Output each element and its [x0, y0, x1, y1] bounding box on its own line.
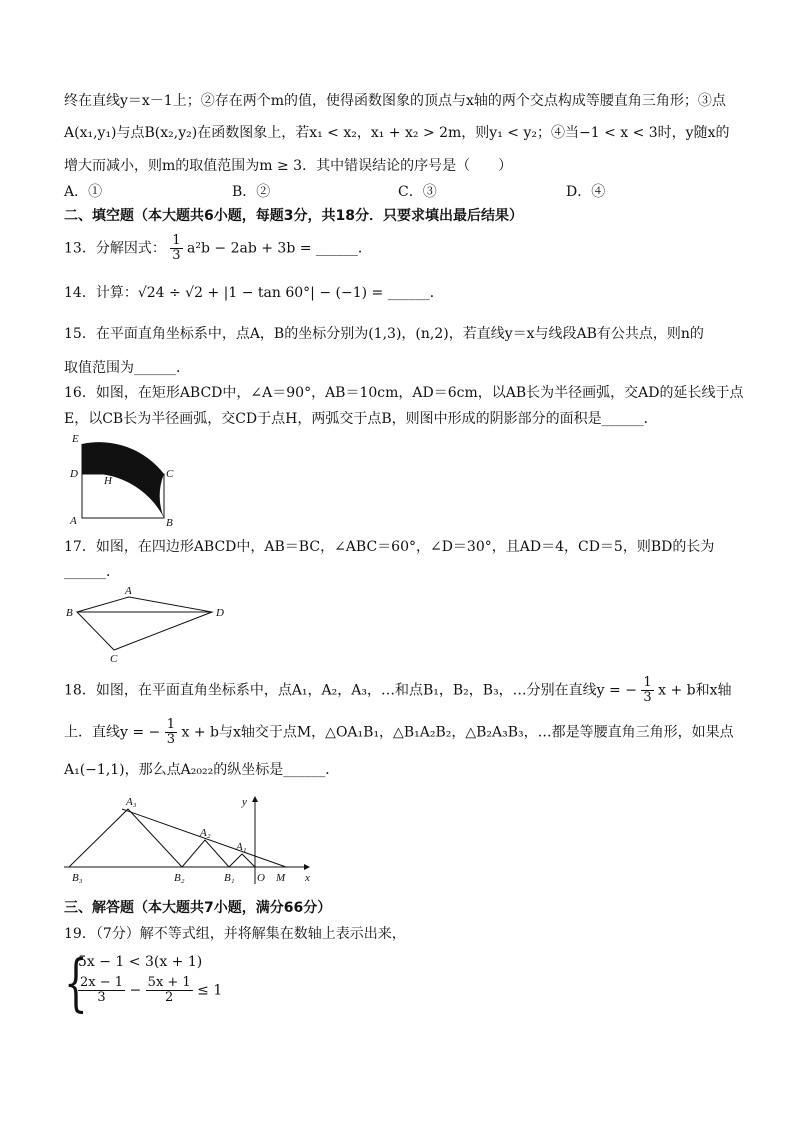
- q19-brace: {: [64, 946, 88, 1019]
- q16-label-h: H: [104, 475, 112, 487]
- q16-figure: [64, 430, 184, 530]
- q16-label-e: E: [72, 433, 79, 445]
- q19-inequality-system: [64, 946, 264, 1022]
- q18-label-a2: A₂: [200, 827, 211, 839]
- q17-label-c: C: [110, 653, 118, 664]
- q17-label-d: D: [216, 607, 224, 619]
- q17-line2: ______．: [64, 564, 120, 580]
- q16-shaded-region: [82, 442, 164, 518]
- q18-label-b3: B₃: [72, 872, 83, 884]
- q19-frac1-den: 3: [97, 990, 106, 1005]
- q18-label-x: x: [305, 872, 310, 884]
- q14: 14．计算：√24 ÷ √2 + |1 − tan 60°| − (−1) = ______．: [64, 285, 444, 301]
- q18-line1: [64, 676, 732, 705]
- q19-text: 19．（7分）解不等式组，并将解集在数轴上表示出来，: [64, 926, 406, 942]
- q16-label-a: A: [70, 515, 77, 527]
- q16-line1: 16．如图，在矩形ABCD中，∠A＝90°，AB＝10cm，AD＝6cm，以AB长为半径画弧，交AD的延长线于点: [64, 385, 744, 401]
- q12-line1: 终在直线y＝x－1上；②存在两个m的值，使得函数图象的顶点与x轴的两个交点构成等腰直角三角形；③点: [64, 93, 726, 109]
- section2-title: 二、填空题（本大题共6小题，每题3分，共18分．只要求填出最后结果）: [64, 208, 523, 224]
- q19-frac2-den: 2: [165, 990, 174, 1005]
- q18-label-y: y: [242, 796, 247, 808]
- q18-line2: [64, 718, 734, 747]
- q19-frac-2: [146, 976, 193, 1005]
- q16-line2: E，以CB长为半径画弧，交CD于点H，两弧交于点B，则图中形成的阴影部分的面积是______．: [64, 411, 658, 427]
- q18-line3: A₁(−1,1)，那么点A₂₀₂₂的纵坐标是______．: [64, 762, 340, 778]
- q13-frac-den: 3: [172, 248, 181, 263]
- q18-fraction-1: [641, 676, 653, 705]
- q13-fraction: [170, 234, 182, 263]
- q19-minus: −: [129, 982, 142, 999]
- q18-line1-a: 18．如图，在平面直角坐标系中，点A₁，A₂，A₃，…和点B₁，B₂，B₃，…分别在直线y = −: [64, 682, 637, 699]
- q19-inequality-2: [78, 976, 222, 1005]
- q18-x-arrow: [304, 864, 310, 870]
- q15-line2: 取值范围为______．: [64, 360, 190, 376]
- q12-option-b: B．②: [232, 184, 271, 200]
- q18-label-a1: A₁: [236, 841, 247, 853]
- q18-line2-a: 上．直线y = −: [64, 724, 161, 741]
- q18-line2-b: x + b与x轴交于点M，△OA₁B₁，△B₁A₂B₂，△B₂A₃B₃，…都是等腰直角三角形，如果点: [181, 724, 734, 741]
- q18-line1-b: x + b和x轴: [658, 682, 732, 699]
- q15-line1: 15．在平面直角坐标系中，点A，B的坐标分别为(1,3)，(n,2)，若直线y＝x与线段AB有公共点，则n的: [64, 326, 704, 342]
- q19-frac2-num: 5x + 1: [147, 975, 191, 990]
- q18-y-arrow: [252, 796, 258, 802]
- q17-figure: [64, 582, 234, 664]
- q12-option-d: D．④: [566, 184, 606, 200]
- q18-label-b2: B₂: [174, 872, 185, 884]
- q18-frac2-den: 3: [166, 732, 176, 747]
- q18-label-a3: A₃: [126, 796, 137, 808]
- q12-option-a: A．①: [64, 184, 103, 200]
- q19-rhs: ≤ 1: [197, 982, 223, 999]
- q18-fraction-2: [165, 718, 177, 747]
- q12-option-c: C．③: [398, 184, 437, 200]
- section3-title: 三、解答题（本大题共7小题，满分66分）: [64, 900, 332, 916]
- q18-label-m: M: [276, 872, 286, 884]
- q13-expr: a²b − 2ab + 3b = ______．: [187, 240, 372, 257]
- q18-figure: [64, 792, 314, 888]
- q17-label-b: B: [66, 607, 73, 619]
- q19-frac1-num: 2x − 1: [80, 975, 124, 990]
- q16-label-f: F: [146, 461, 153, 473]
- q12-line2: A(x₁,y₁)与点B(x₂,y₂)在函数图象上，若x₁ < x₂，x₁ + x₂ > 2m，则y₁ < y₂；④当−1 < x < 3时，y随x的: [64, 125, 730, 141]
- q18-triangle-1: [229, 854, 255, 867]
- q13-frac-num: 1: [172, 233, 181, 248]
- q16-label-b: B: [166, 517, 173, 529]
- q18-triangle-3: [69, 809, 182, 867]
- q17-line1: 17．如图，在四边形ABCD中，AB＝BC，∠ABC＝60°，∠D＝30°，且AD＝4，CD＝5，则BD的长为: [64, 539, 715, 555]
- q18-frac2-num: 1: [166, 717, 176, 732]
- q13: [64, 234, 372, 263]
- q17-label-a: A: [125, 585, 132, 597]
- q16-label-d: D: [70, 468, 78, 480]
- q18-label-o: O: [257, 872, 265, 884]
- q13-prefix: 13．分解因式：: [64, 240, 166, 257]
- q18-frac1-num: 1: [643, 675, 652, 690]
- q16-label-c: C: [166, 468, 174, 480]
- q18-frac1-den: 3: [643, 690, 652, 705]
- q19-inequality-1: 5x − 1 < 3(x + 1): [78, 954, 203, 970]
- q17-quadrilateral: [77, 597, 212, 650]
- q12-line3: 增大而减小，则m的取值范围为m ≥ 3．其中错误结论的序号是（ ）: [64, 158, 513, 174]
- q19-frac-1: [78, 976, 125, 1005]
- q18-label-b1: B₁: [224, 872, 235, 884]
